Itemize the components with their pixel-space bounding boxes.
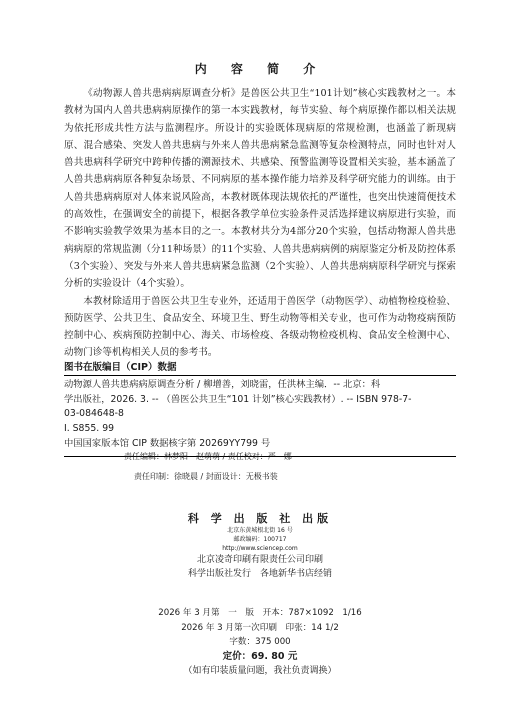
publisher-name: 科 学 出 版 社 出版 xyxy=(187,512,333,525)
cip-body xyxy=(64,376,456,452)
printing-line: 2026 年 3 月第一次印刷 印张：14 1/2 xyxy=(181,622,339,633)
page-title: 内 容 简 介 xyxy=(194,62,326,76)
cip-line: 学出版社，2026. 3. -- （兽医公共卫生“101 计划”核心实践教材）. -- ISBN 978-7- xyxy=(64,393,412,405)
publisher-postcode: 邮政编码：100717 xyxy=(233,536,287,543)
cip-heading: 图书在版编目（CIP）数据 xyxy=(64,359,456,376)
cip-data-block xyxy=(64,359,456,457)
publisher-website: http://www.sciencep.com xyxy=(222,545,298,552)
cip-line: Ⅰ. S855. 99 xyxy=(64,423,115,435)
credit-line-production: 责任印制：徐晓晨 / 封面设计：无极书装 xyxy=(134,472,278,481)
price: 定价：69. 80 元 xyxy=(222,650,298,662)
print-specs xyxy=(0,606,520,679)
word-count: 字数：375 000 xyxy=(229,637,291,647)
quality-note: （如有印装质量问题，我社负责调换） xyxy=(183,666,337,676)
cip-line: 中国国家版本馆 CIP 数据核字第 20269YY799 号 xyxy=(64,437,271,449)
credit-line-editors: 责任编辑：林梦阳 赵萌萌 / 责任校对：严 娜 xyxy=(124,452,292,461)
publisher-address: 北京东黄城根北街 16 号 xyxy=(227,527,293,534)
printer-name: 北京凌奇印刷有限责任公司印刷 xyxy=(196,555,323,565)
content-summary xyxy=(64,85,456,362)
distribution-line: 科学出版社发行 各地新华书店经销 xyxy=(187,569,332,579)
publisher-block xyxy=(0,510,520,581)
cip-line: 03-084648-8 xyxy=(64,408,124,420)
summary-paragraph-2: 本教材除适用于兽医公共卫生专业外，还适用于兽医学（动物医学）、动植物检疫检验、预防医学、公共卫生、食品安全、环境卫生、野生动物等相关专业，也可作为动物疫病预防控制中心、疾病预防控制中心、海关、市场检疫、各级动物检疫机构、食品安全检测中心、动物门诊等机构相关人员的参考书。 xyxy=(64,295,456,359)
cip-line: 动物源人兽共患病病原调查分析 / 柳增善，刘晓雷，任洪林主编．-- 北京：科 xyxy=(64,379,381,390)
summary-paragraph-1: 《动物源人兽共患病病原调查分析》是兽医公共卫生“101计划”核心实践教材之一。本教材为国内人兽共患病病原操作的第一本实践教材，每节实验、每个病原操作都以相关法规为依托形成共性方法与监测程序。所设计的实验既体现病原的常规检测，也涵盖了新现病原、混合感染、突发人兽共患病与外来人兽共患病紧急监测等复杂检测特点，同时也针对人兽共患病科学研究中跨种传播的溯源技术、共感染、预警监测等设置相关实验，基本涵盖了人兽共患病病原各种复杂场景、不同病原的基本操作能力培养及科学研究能力的训练。由于人兽共患病病原对人体来说风险高，本教材既体现法规依托的严谨性，也突出快速简便技术的高效性，在强调安全的前提下，根据各教学单位实验条件灵活选择建议病原进行实验，而不影响实验教学效果为基本目的之一。本教材共分为4部分20个实验，包括动物源人兽共患病病原的常规监测（分11种场景）的11个实验、人兽共患病病例的病原鉴定分析及防控体系（3个实验）、突发与外来人兽共患病紧急监测（2个实验）、人兽共患病病原科学研究与探索分析的实验设计（4个实验）。 xyxy=(64,88,456,290)
editor-credits xyxy=(124,447,464,487)
edition-line: 2026 年 3 月第 一 版 开本：787×1092 1/16 xyxy=(158,608,362,618)
